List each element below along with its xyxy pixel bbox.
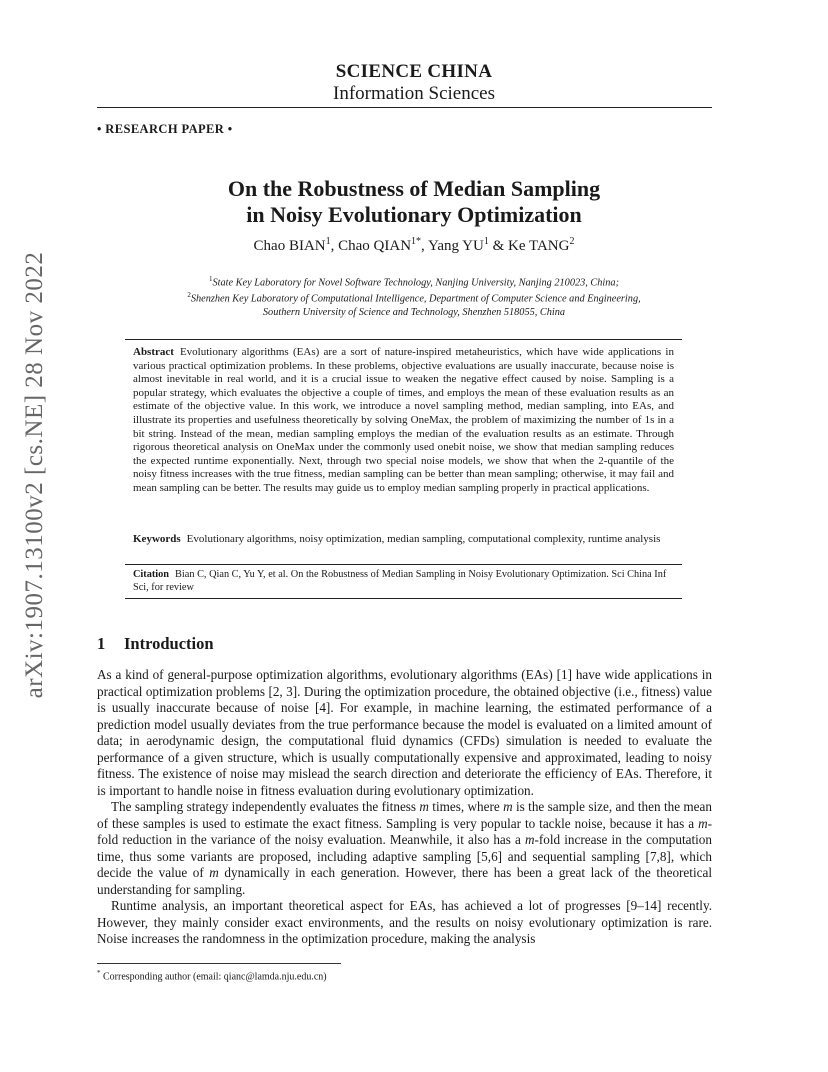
footnote-mark: * [97,969,101,977]
keywords [133,533,674,547]
text-run: -fold reduction in the variance of the noisy evaluation. Meanwhile, it also has a [97,815,712,847]
citation-label: Citation [133,569,170,580]
author-list [0,236,828,255]
affiliation-2 [0,289,828,305]
keywords-label: Keywords [133,533,181,545]
author-affiliation-mark: 1* [411,236,422,247]
author-affiliation-mark: 1 [483,236,489,247]
math-var: m [524,832,535,847]
journal-header [0,61,828,105]
author-separator: , [421,238,428,254]
section-number: 1 [97,634,106,653]
text-run: is the sample size, and then the mean of these samples is used to estimate the exact fitness. Sampling is very popular to tackle noise, because it has a [97,799,712,831]
abstract-top-rule [125,339,682,340]
keywords-text: Evolutionary algorithms, noisy optimization, median sampling, computational complexity, runtime analysis [186,533,661,545]
arxiv-stamp-text: arXiv:1907.13100v2 [cs.NE] 28 Nov 2022 [21,251,48,699]
affiliation-1 [0,273,828,289]
paper-type: • RESEARCH PAPER • [97,122,233,136]
abstract-label: Abstract [133,346,174,358]
body-text [97,667,712,948]
citation-text: Bian C, Qian C, Yu Y, et al. On the Robustness of Median Sampling in Noisy Evolutionary Optimization. Sci China Inf Sci, for review [133,569,667,593]
abstract-text: Evolutionary algorithms (EAs) are a sort of nature-inspired metaheuristics, which have wide applications in various practical optimization problems. In these problems, objective evaluations are usually inaccurate, because noise is almost inevitable in real world, and it is a crucial issue to weaken the negative effect caused by noise. Sampling is a popular strategy, which evaluates the objective a couple of times, and employs the mean of these evaluation results as an estimate of the objective value. In this work, we introduce a novel sampling method, median sampling, into EAs, and illustrate its properties and usefulness theoretically by solving OneMax, the problem of maximizing the number of 1s in a bit string. Instead of the mean, median sampling employs the median of the evaluation results as an estimate. Through rigorous theoretical analysis on OneMax under the commonly used onebit noise, we show that median sampling reduces the expected runtime exponentially. Next, through two special noise models, we show that when the 2-quantile of the noisy fitness increases with the true fitness, median sampling can be better than mean sampling; otherwise, it may fail and mean sampling can be better. The results may guide us to employ median sampling properly in practical applications. [133,346,674,494]
citation [133,569,674,594]
text-run: -fold increase in the computation time, thus some variants are proposed, including adaptive sampling [5,6] and sequential sampling [7,8], which decide the value of [97,832,712,880]
section-title: Introduction [124,634,214,653]
paper-title [0,176,828,228]
math-var: m [419,799,429,814]
author-affiliation-mark: 1 [325,236,331,247]
math-var: m [209,865,219,880]
text-run: dynamically in each generation. However, there has been a great lack of the theoretical understanding for sampling. [97,865,712,897]
abstract [133,346,674,496]
affiliation-2-cont: Southern University of Science and Technology, Shenzhen 518055, China [262,306,566,318]
author-name: Chao BIAN [253,238,326,254]
affiliation-mark: 2 [187,291,191,300]
title-line-2: in Noisy Evolutionary Optimization [246,202,582,227]
footnote-text: Corresponding author (email: qianc@lamda.nju.edu.cn) [100,971,327,983]
footnote [97,969,327,982]
header-rule [97,107,712,108]
journal-name: SCIENCE CHINA [335,61,493,82]
affiliations [0,273,828,319]
abstract-bottom-rule [125,598,682,599]
author-separator: , [330,238,339,254]
paragraph: As a kind of general-purpose optimization algorithms, evolutionary algorithms (EAs) [1] have wide applications in practical optimization problems [2, 3]. During the optimization procedure, the obtained objective (i.e., fitness) value is usually inaccurate because of noise [4]. For example, in machine learning, the estimated performance of a prediction model usually deviates from the true performance because the model is evaluated on a limited amount of data; in aerodynamic design, the computational fluid dynamics (CFDs) simulation is needed to evaluate the performance of a given structure, which is usually computationally expensive and approximated, leading to noisy fitness. The existence of noise may mislead the search direction and deteriorate the efficiency of EAs. Therefore, it is important to handle noise in fitness evaluation during evolutionary optimization. [97,667,712,798]
journal-subtitle: Information Sciences [333,83,495,104]
author-name: Ke TANG [508,238,570,254]
math-var: m [698,815,708,831]
paragraph: Runtime analysis, an important theoretical aspect for EAs, has achieved a lot of progresses [9–14] recently. However, they mainly consider exact environments, and the results on noisy evolutionary optimization is rare. Noise increases the randomness in the optimization procedure, making the analysis [97,898,712,946]
affiliation-mark: 1 [208,275,213,283]
title-line-1: On the Robustness of Median Sampling [227,176,601,201]
math-var: m [503,799,513,814]
author-name: Chao QIAN [338,238,412,254]
citation-rule [125,564,682,565]
section-heading [97,634,214,654]
text-run: times, where [428,799,504,814]
author-affiliation-mark: 2 [569,236,575,247]
footnote-rule [97,963,341,964]
affiliation-text: Shenzhen Key Laboratory of Computational Intelligence, Department of Computer Science and Engineering, [190,293,641,305]
text-run: The sampling strategy independently evaluates the fitness [111,799,420,814]
author-name: Yang YU [427,238,484,254]
author-separator: & [488,238,509,254]
affiliation-text: State Key Laboratory for Novel Software Technology, Nanjing University, Nanjing 210023, China; [212,277,620,289]
paragraph [97,799,712,898]
